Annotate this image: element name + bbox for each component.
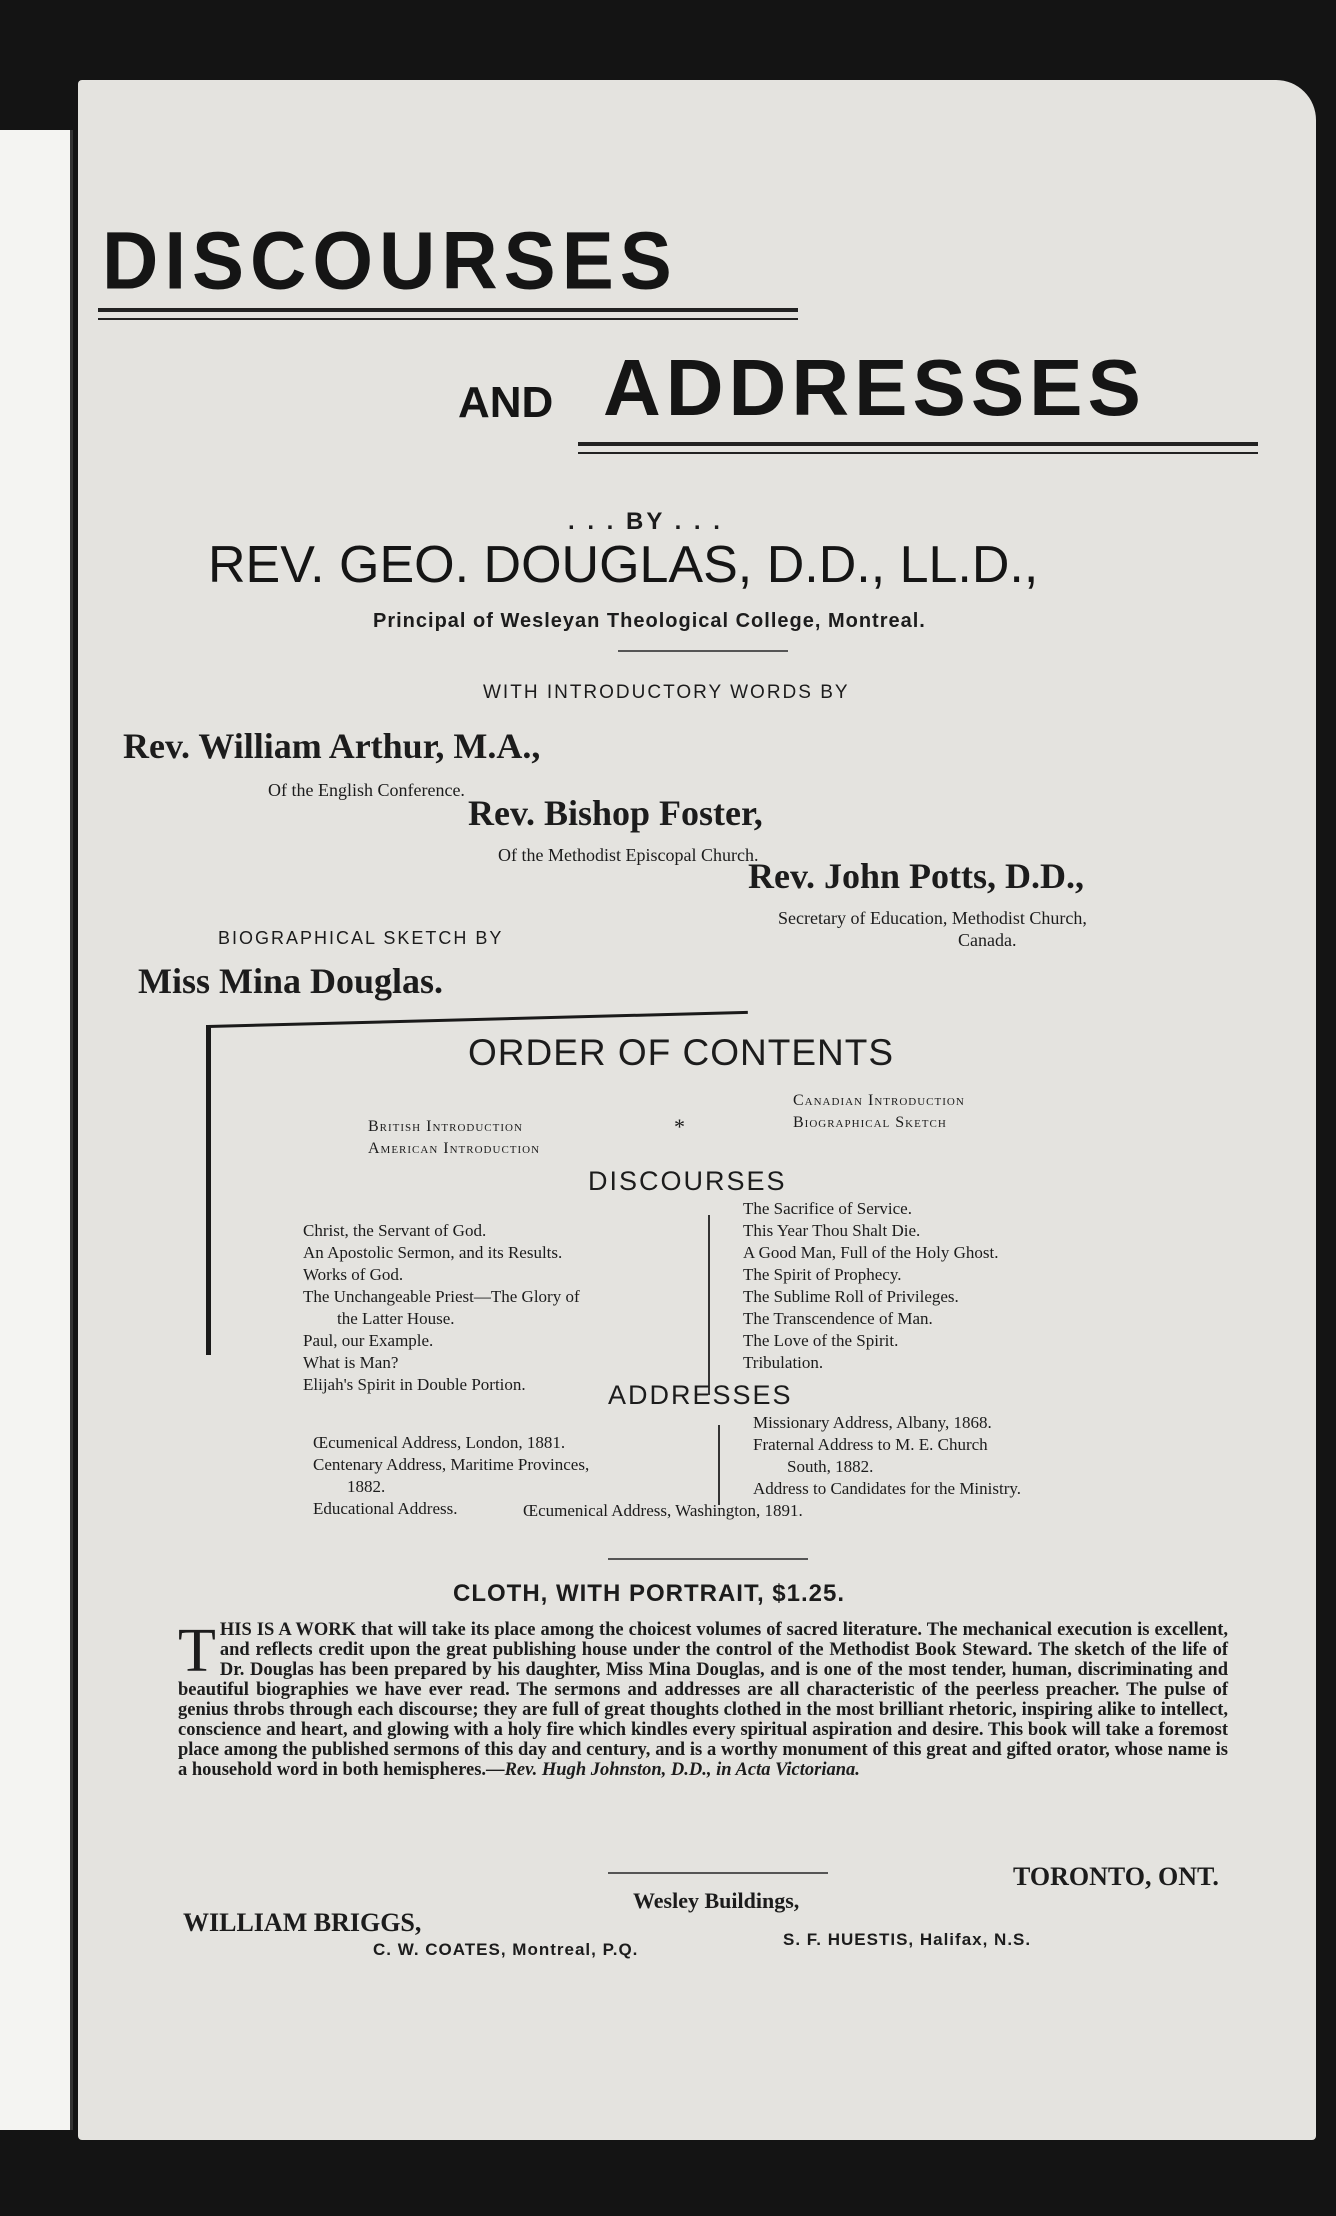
- list-item: The Love of the Spirit.: [743, 1331, 899, 1350]
- publisher-divider: [608, 1872, 828, 1874]
- list-item: Christ, the Servant of God.: [303, 1221, 487, 1240]
- adjacent-page-edge: [0, 130, 73, 2130]
- book-advertisement-page: [78, 80, 1316, 2140]
- list-item: An Apostolic Sermon, and its Results.: [303, 1243, 563, 1262]
- author-divider: [618, 650, 788, 652]
- contents-frame-bar: [206, 1025, 211, 1355]
- list-item: Œcumenical Address, London, 1881.: [313, 1433, 566, 1452]
- agent-montreal: C. W. COATES, Montreal, P.Q.: [373, 1940, 639, 1959]
- list-item: The Sacrifice of Service.: [743, 1199, 912, 1218]
- list-item: Address to Candidates for the Ministry.: [753, 1479, 1022, 1498]
- addresses-title: ADDRESSES: [608, 1380, 793, 1410]
- list-item: The Transcendence of Man.: [743, 1309, 933, 1328]
- publisher-city: TORONTO, ONT.: [1013, 1862, 1219, 1891]
- discourses-title: DISCOURSES: [588, 1166, 787, 1196]
- list-item: What is Man?: [303, 1353, 399, 1372]
- publisher-address: Wesley Buildings,: [633, 1888, 800, 1913]
- by-line: . . . BY . . .: [568, 508, 723, 535]
- price-divider: [608, 1558, 808, 1560]
- list-item: Elijah's Spirit in Double Portion.: [303, 1375, 526, 1394]
- contributor-potts-name: Rev. John Potts, D.D.,: [748, 856, 1085, 896]
- list-item: Tribulation.: [743, 1353, 824, 1372]
- author-role: Principal of Wesleyan Theological College, Montreal.: [373, 610, 926, 632]
- list-item: The Sublime Roll of Privileges.: [743, 1287, 959, 1306]
- list-item: Missionary Address, Albany, 1868.: [753, 1413, 992, 1432]
- list-item: The Spirit of Prophecy.: [743, 1265, 902, 1284]
- addresses-bottom-item: [523, 1500, 803, 1522]
- contributor-potts-affiliation: Secretary of Education, Methodist Church,: [778, 908, 1087, 928]
- contributor-foster-affiliation: Of the Methodist Episcopal Church.: [498, 845, 759, 865]
- list-item: the Latter House.: [337, 1309, 455, 1328]
- list-item: 1882.: [347, 1477, 386, 1496]
- addresses-right-list: [753, 1412, 1021, 1500]
- list-item: Works of God.: [303, 1265, 404, 1284]
- intro-biographical: Biographical Sketch: [793, 1114, 947, 1131]
- title-rule-lower-thin: [578, 452, 1258, 454]
- list-item: This Year Thou Shalt Die.: [743, 1221, 921, 1240]
- agent-halifax: S. F. HUESTIS, Halifax, N.S.: [783, 1930, 1032, 1949]
- review-text: HIS IS A WORK that will take its place among the choicest volumes of sacred literature. The mechanical execution is excellent, and reflects credit upon the great publishing house under the control of the Methodist Book Steward. The sketch of the life of Dr. Douglas has been prepared by his daughter, Miss Mina Douglas, and is one of the most tender, human, discriminating and beautiful biographies we have ever read. The sermons and addresses are all characteristic of the peerless preacher. The pulse of genius throbs through each discourse; they are full of great thoughts clothed in the most brilliant rhetoric, inspiring alike to intellect, conscience and heart, and glowing with a holy fire which kindles every spiritual aspiration and desire. This book will take a foremost place among the published sermons of this day and century, and is a worthy monument of this great and gifted orator, whose name is a household word in both hemispheres.—: [178, 1620, 1228, 1780]
- list-item: Centenary Address, Maritime Provinces,: [313, 1455, 590, 1474]
- intro-british: British Introduction: [368, 1118, 523, 1135]
- list-item: A Good Man, Full of the Holy Ghost.: [743, 1243, 999, 1262]
- title-rule-upper-thin: [98, 318, 798, 320]
- review-paragraph: [178, 1617, 1228, 1780]
- contents-title: ORDER OF CONTENTS: [468, 1032, 895, 1073]
- list-item: Educational Address.: [313, 1499, 458, 1518]
- ornament-star: *: [674, 1114, 685, 1139]
- title-line-discourses: DISCOURSES: [102, 213, 678, 307]
- title-rule-upper: [98, 308, 798, 312]
- list-item: Œcumenical Address, Washington, 1891.: [523, 1501, 803, 1520]
- review-dropcap: T: [178, 1617, 216, 1685]
- bio-heading: BIOGRAPHICAL SKETCH BY: [218, 928, 504, 948]
- contributor-potts-affiliation-country: Canada.: [958, 930, 1017, 950]
- contributor-arthur-name: Rev. William Arthur, M.A.,: [123, 726, 541, 766]
- list-item: Paul, our Example.: [303, 1331, 434, 1350]
- addresses-column-divider: [718, 1425, 720, 1505]
- title-and: AND: [458, 378, 554, 427]
- bio-author-name: Miss Mina Douglas.: [138, 961, 444, 1001]
- author-name: REV. GEO. DOUGLAS, D.D., LL.D.,: [208, 536, 1039, 594]
- discourses-right-list: [743, 1198, 998, 1374]
- contents-frame-topline: [208, 1011, 748, 1028]
- list-item: South, 1882.: [787, 1457, 874, 1476]
- list-item: The Unchangeable Priest—The Glory of: [303, 1287, 580, 1306]
- intro-heading: WITH INTRODUCTORY WORDS BY: [483, 682, 850, 703]
- title-line-addresses: ADDRESSES: [603, 343, 1146, 432]
- review-signature: Rev. Hugh Johnston, D.D., in Acta Victoriana.: [504, 1760, 860, 1780]
- publisher-name: WILLIAM BRIGGS,: [183, 1908, 422, 1937]
- discourses-left-list: [303, 1220, 580, 1396]
- contributor-foster-name: Rev. Bishop Foster,: [468, 793, 763, 833]
- list-item: Fraternal Address to M. E. Church: [753, 1435, 988, 1454]
- price-line: CLOTH, WITH PORTRAIT, $1.25.: [453, 1580, 846, 1607]
- title-rule-lower: [578, 442, 1258, 446]
- contributor-arthur-affiliation: Of the English Conference.: [268, 780, 465, 800]
- intro-canadian: Canadian Introduction: [793, 1092, 965, 1109]
- discourses-column-divider: [708, 1215, 710, 1395]
- intro-american: American Introduction: [368, 1140, 541, 1157]
